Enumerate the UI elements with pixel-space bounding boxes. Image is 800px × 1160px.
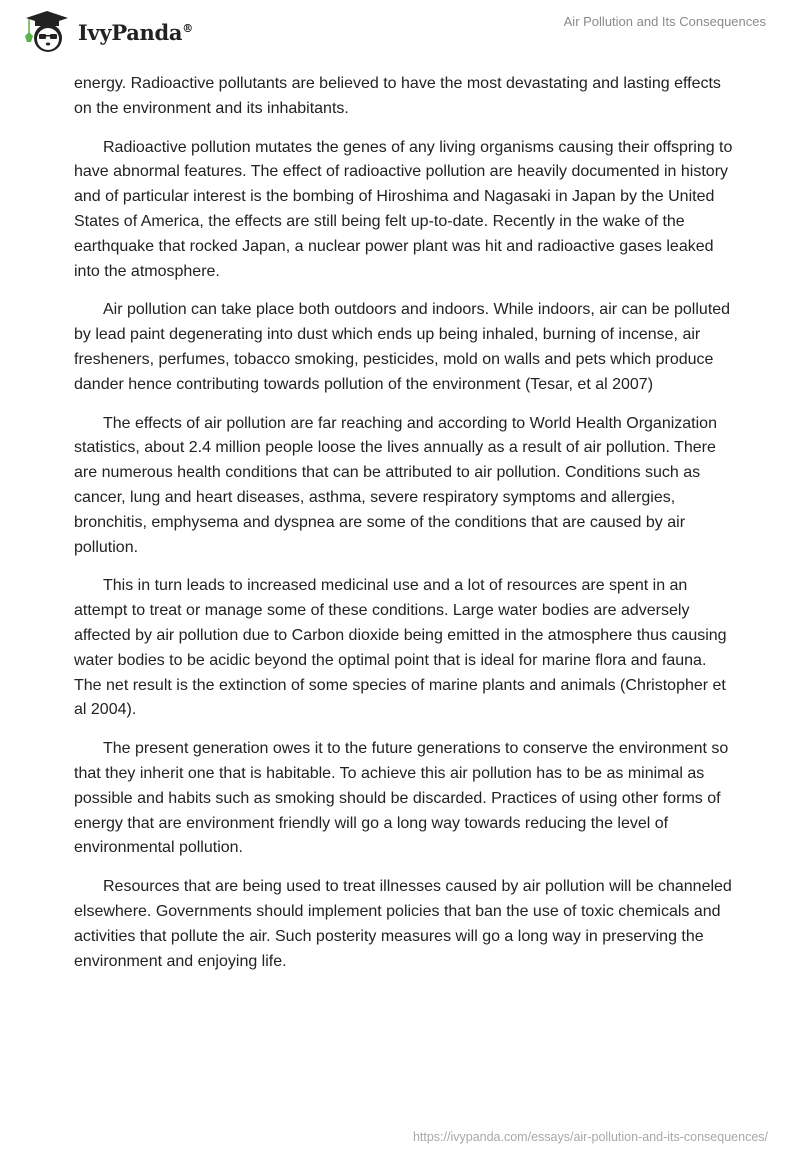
page-header [0, 0, 800, 60]
document-title: Air Pollution and Its Consequences [563, 14, 766, 29]
paragraph: This in turn leads to increased medicinal use and a lot of resources are spent in an attempt to treat or manage some of these conditions. Large water bodies are adversely affected by air pollution due to Carbon dioxide being emitted in the atmosphere thus causing water bodies to be acidic beyond the optimal point that is ideal for marine flora and fauna. The net result is the extinction of some species of marine plants and animals (Christopher et al 2004). [74, 577, 727, 719]
essay-body [74, 72, 734, 988]
paragraph: Resources that are being used to treat illnesses caused by air pollution will be channeled elsewhere. Governments should implement policies that ban the use of toxic chemicals and activities that pollute the air. Such posterity measures will go a long way in preserving the environment and enjoying life. [74, 878, 732, 970]
brand-name: IvyPanda® [78, 19, 193, 45]
paragraph: The present generation owes it to the future generations to conserve the environment so that they inherit one that is habitable. To achieve this air pollution has to be as minimal as possible and habits such as smoking should be discarded. Practices of using other forms of energy that are environment friendly will go a long way towards reducing the level of environmental pollution. [74, 740, 729, 857]
paragraph: Air pollution can take place both outdoors and indoors. While indoors, air can be polluted by lead paint degenerating into dust which ends up being inhaled, burning of incense, air fresheners, perfumes, tobacco smoking, pesticides, mold on walls and pets which produce dander hence contributing towards pollution of the environment (Tesar, et al 2007) [74, 301, 731, 393]
paragraph: Radioactive pollution mutates the genes of any living organisms causing their offspring to have abnormal features. The effect of radioactive pollution are heavily documented in history and of particular interest is the bombing of Hiroshima and Nagasaki in Japan by the United States of America, the effects are still being felt up-to-date. Recently in the wake of the earthquake that rocked Japan, a nuclear power plant was hit and radioactive gases leaked into the atmosphere. [74, 138, 733, 280]
ivypanda-logo[interactable] [18, 8, 193, 56]
paragraph: The effects of air pollution are far reaching and according to World Health Organization statistics, about 2.4 million people loose the lives annually as a result of air pollution. There are numerous health conditions that can be attributed to air pollution. Conditions such as cancer, lung and heart diseases, asthma, severe respiratory symptoms and allergies, bronchitis, emphysema and dyspnea are some of the conditions that are caused by air pollution. [74, 414, 717, 556]
paragraph: energy. Radioactive pollutants are believed to have the most devastating and lasting effects on the environment and its inhabitants. [74, 75, 721, 117]
panda-graduate-icon [18, 8, 76, 56]
source-url-link[interactable]: https://ivypanda.com/essays/air-pollution-and-its-consequences/ [412, 1130, 768, 1144]
